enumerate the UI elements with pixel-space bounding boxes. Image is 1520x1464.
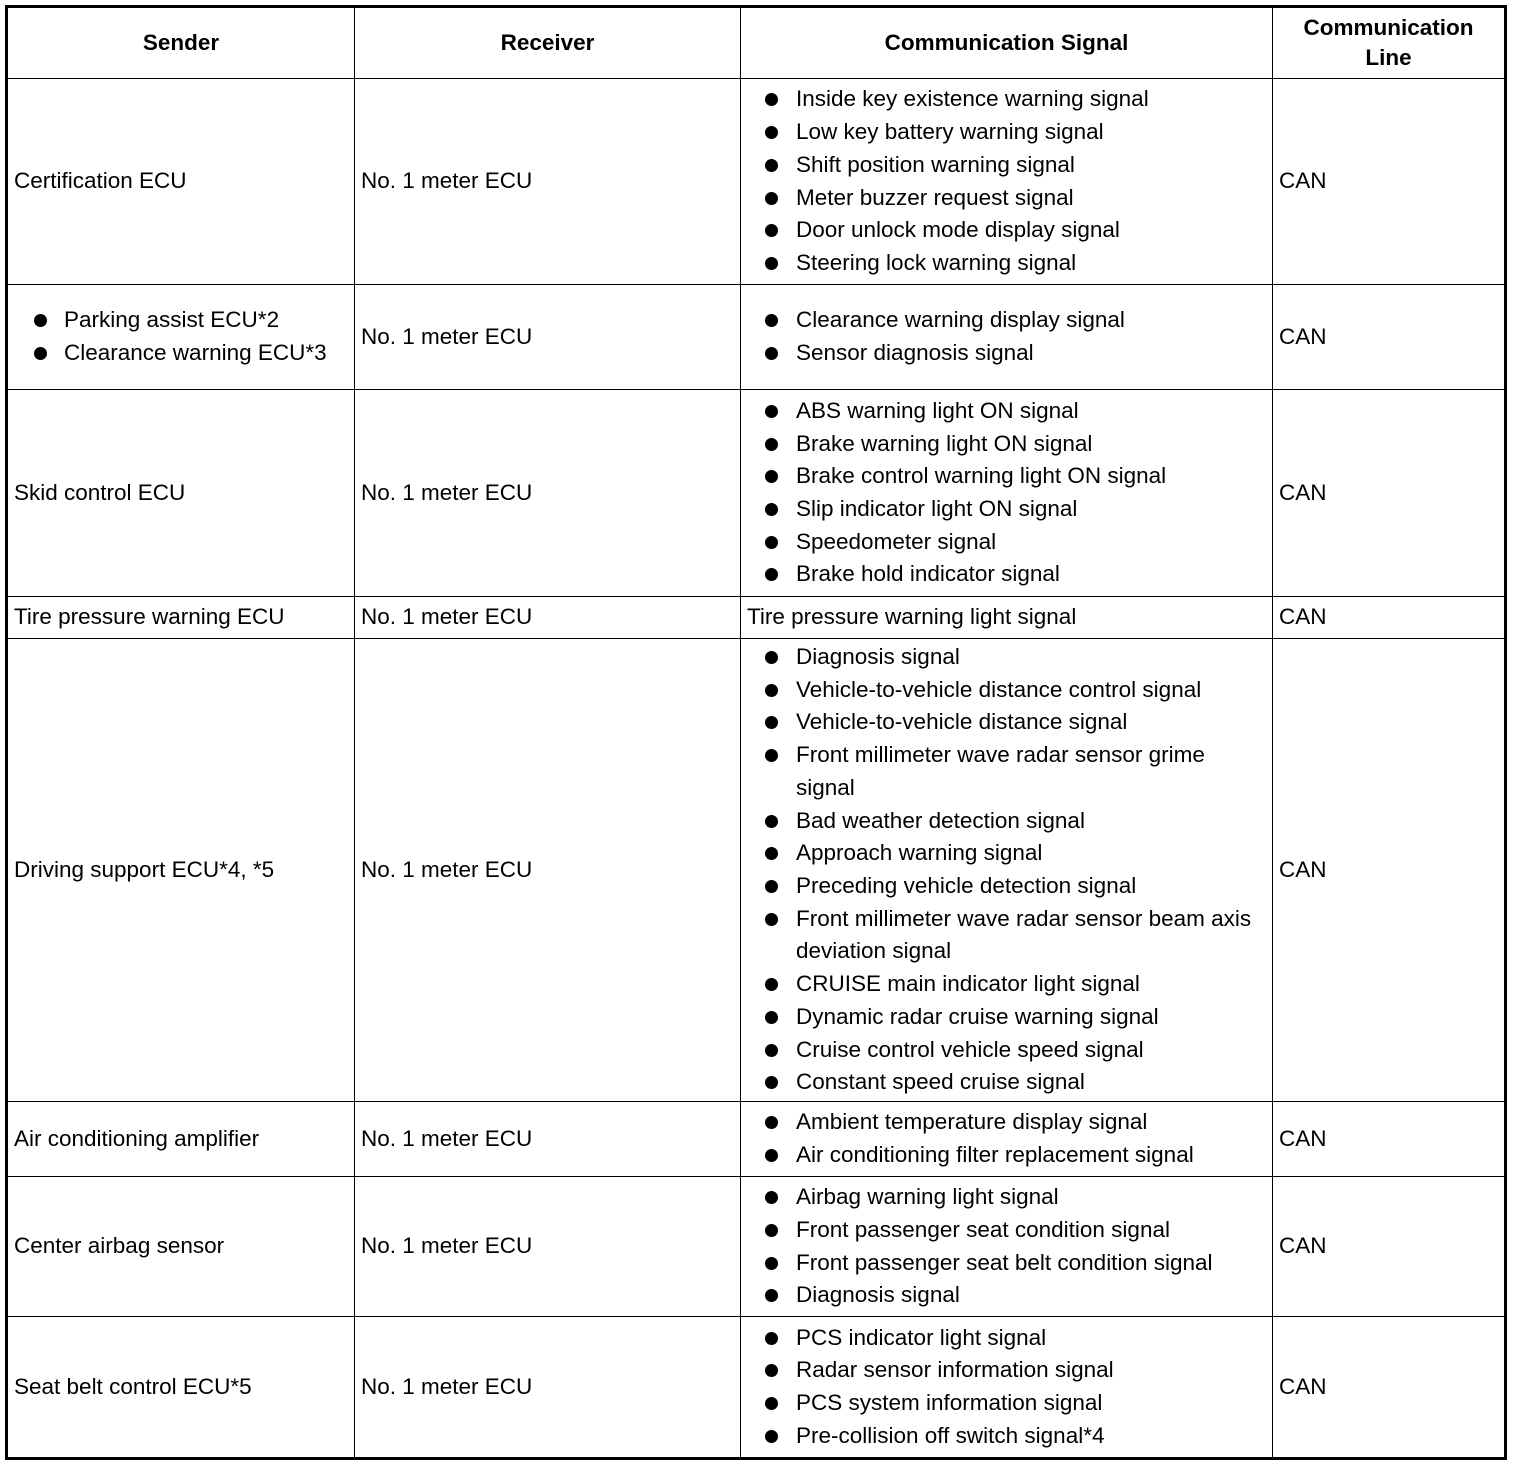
signal-item: Airbag warning light signal: [747, 1181, 1266, 1214]
signal-cell: [741, 390, 1273, 597]
table-row: [7, 1177, 1506, 1317]
signal-item: Door unlock mode display signal: [747, 214, 1266, 247]
signal-item: Cruise control vehicle speed signal: [747, 1034, 1266, 1067]
header-signal: Communication Signal: [741, 7, 1273, 79]
sender-cell: Certification ECU: [7, 79, 355, 285]
signal-item: Brake hold indicator signal: [747, 558, 1266, 591]
signal-item: Brake warning light ON signal: [747, 428, 1266, 461]
signal-item: Steering lock warning signal: [747, 247, 1266, 280]
signal-item: Brake control warning light ON signal: [747, 460, 1266, 493]
line-cell: CAN: [1273, 1102, 1506, 1177]
sender-cell: Tire pressure warning ECU: [7, 597, 355, 639]
signal-item: Air conditioning filter replacement signal: [747, 1139, 1266, 1172]
line-cell: CAN: [1273, 597, 1506, 639]
header-line: Communication Line: [1273, 7, 1506, 79]
table-row: [7, 1102, 1506, 1177]
signal-list: [747, 1106, 1266, 1171]
receiver-cell: No. 1 meter ECU: [355, 1317, 741, 1459]
sender-item: Parking assist ECU*2: [14, 304, 348, 337]
receiver-cell: No. 1 meter ECU: [355, 79, 741, 285]
signal-item: Pre-collision off switch signal*4: [747, 1420, 1266, 1453]
signal-item: Diagnosis signal: [747, 641, 1266, 674]
signal-item: Low key battery warning signal: [747, 116, 1266, 149]
sender-cell: Center airbag sensor: [7, 1177, 355, 1317]
signal-list: [747, 1181, 1266, 1312]
sender-item: Clearance warning ECU*3: [14, 337, 348, 370]
table-row: [7, 639, 1506, 1102]
signal-item: Meter buzzer request signal: [747, 182, 1266, 215]
signal-cell: [741, 285, 1273, 390]
signal-item: Preceding vehicle detection signal: [747, 870, 1266, 903]
sender-cell: Skid control ECU: [7, 390, 355, 597]
signal-list: [747, 641, 1266, 1099]
receiver-cell: No. 1 meter ECU: [355, 285, 741, 390]
signal-item: Radar sensor information signal: [747, 1354, 1266, 1387]
signal-item: Constant speed cruise signal: [747, 1066, 1266, 1099]
communication-table: [5, 5, 1507, 1460]
signal-cell: Tire pressure warning light signal: [741, 597, 1273, 639]
table-row: [7, 79, 1506, 285]
signal-item: Front millimeter wave radar sensor beam axis deviation signal: [747, 903, 1266, 968]
table-row: [7, 390, 1506, 597]
signal-item: Inside key existence warning signal: [747, 83, 1266, 116]
receiver-cell: No. 1 meter ECU: [355, 597, 741, 639]
receiver-cell: No. 1 meter ECU: [355, 1177, 741, 1317]
signal-cell: [741, 639, 1273, 1102]
signal-item: Sensor diagnosis signal: [747, 337, 1266, 370]
line-cell: CAN: [1273, 79, 1506, 285]
line-cell: CAN: [1273, 1317, 1506, 1459]
signal-item: Front millimeter wave radar sensor grime signal: [747, 739, 1266, 804]
table-row: [7, 597, 1506, 639]
signal-item: Vehicle-to-vehicle distance signal: [747, 706, 1266, 739]
signal-item: Bad weather detection signal: [747, 805, 1266, 838]
signal-item: Shift position warning signal: [747, 149, 1266, 182]
signal-cell: [741, 79, 1273, 285]
signal-item: CRUISE main indicator light signal: [747, 968, 1266, 1001]
signal-item: PCS system information signal: [747, 1387, 1266, 1420]
receiver-cell: No. 1 meter ECU: [355, 1102, 741, 1177]
table-row: [7, 285, 1506, 390]
sender-cell: [7, 285, 355, 390]
line-cell: CAN: [1273, 390, 1506, 597]
signal-item: Clearance warning display signal: [747, 304, 1266, 337]
header-row: [7, 7, 1506, 79]
signal-item: Speedometer signal: [747, 526, 1266, 559]
line-cell: CAN: [1273, 639, 1506, 1102]
signal-list: [747, 395, 1266, 591]
sender-cell: Driving support ECU*4, *5: [7, 639, 355, 1102]
signal-item: Diagnosis signal: [747, 1279, 1266, 1312]
receiver-cell: No. 1 meter ECU: [355, 639, 741, 1102]
signal-cell: [741, 1177, 1273, 1317]
signal-item: PCS indicator light signal: [747, 1322, 1266, 1355]
signal-item: Front passenger seat belt condition signal: [747, 1247, 1266, 1280]
signal-item: Dynamic radar cruise warning signal: [747, 1001, 1266, 1034]
sender-list: [14, 304, 348, 369]
header-sender: Sender: [7, 7, 355, 79]
signal-item: Front passenger seat condition signal: [747, 1214, 1266, 1247]
signal-cell: [741, 1317, 1273, 1459]
signal-list: [747, 304, 1266, 369]
line-cell: CAN: [1273, 285, 1506, 390]
signal-item: Vehicle-to-vehicle distance control signal: [747, 674, 1266, 707]
sender-cell: Seat belt control ECU*5: [7, 1317, 355, 1459]
signal-cell: [741, 1102, 1273, 1177]
signal-item: Slip indicator light ON signal: [747, 493, 1266, 526]
signal-item: Ambient temperature display signal: [747, 1106, 1266, 1139]
signal-item: Approach warning signal: [747, 837, 1266, 870]
table-row: [7, 1317, 1506, 1459]
signal-list: [747, 83, 1266, 279]
line-cell: CAN: [1273, 1177, 1506, 1317]
signal-list: [747, 1322, 1266, 1453]
receiver-cell: No. 1 meter ECU: [355, 390, 741, 597]
table-body: [7, 79, 1506, 1459]
sender-cell: Air conditioning amplifier: [7, 1102, 355, 1177]
header-receiver: Receiver: [355, 7, 741, 79]
signal-item: ABS warning light ON signal: [747, 395, 1266, 428]
